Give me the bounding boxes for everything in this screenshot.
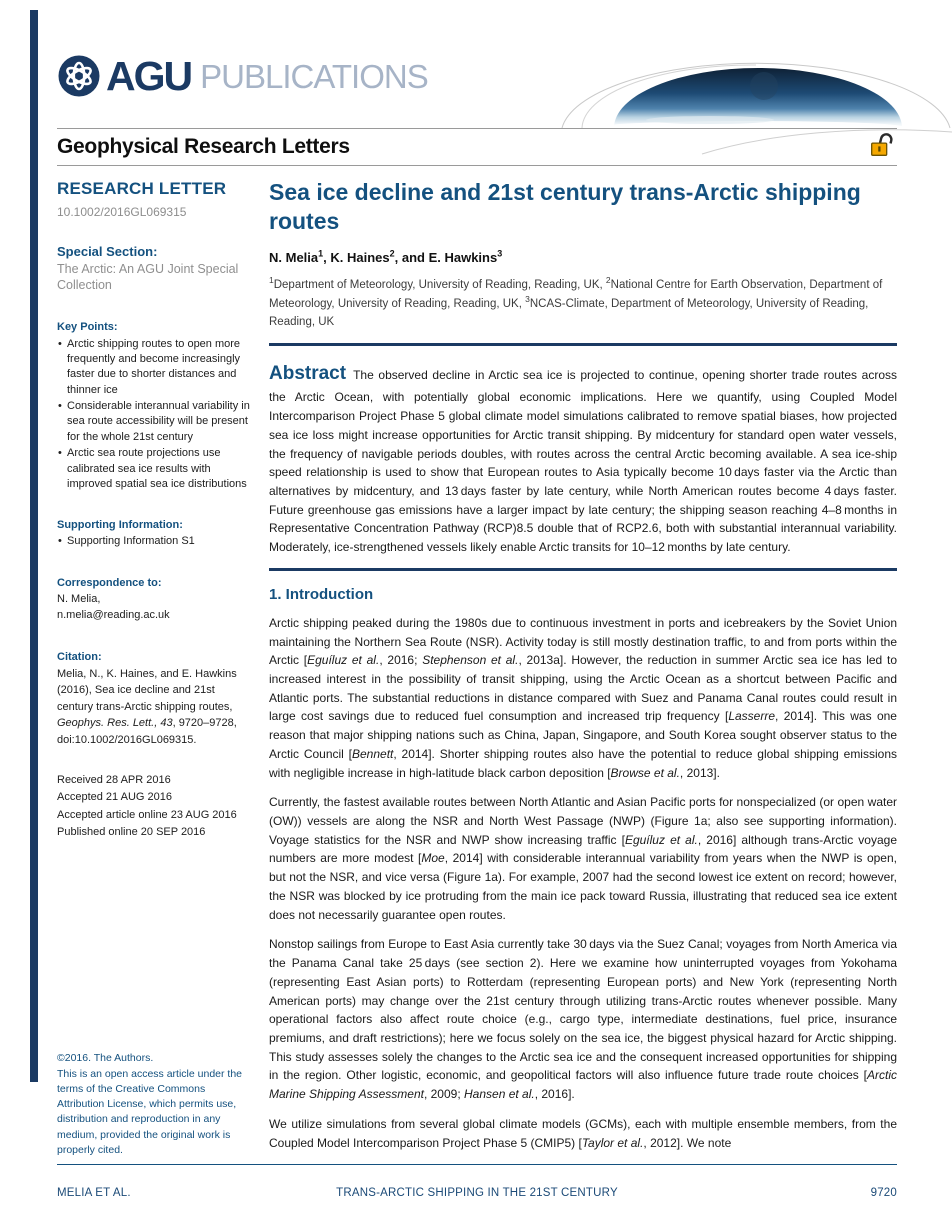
supporting-info-heading: Supporting Information: bbox=[57, 519, 183, 532]
doi: 10.1002/2016GL069315 bbox=[57, 205, 187, 219]
divider-rule-top bbox=[269, 343, 897, 346]
copyright-line: This is an open access article under the terms of the Creative Commons Attribution License, which permits use, distribution and reproduction in any medium, provided the original work is properly cited. bbox=[57, 1067, 243, 1156]
history-line: Received 28 APR 2016 bbox=[57, 774, 171, 787]
logo-agu-text: AGU bbox=[106, 52, 192, 99]
key-point: • Arctic shipping routes to open more frequently and become increasingly faster due to shorter distances and thinner ice bbox=[57, 337, 253, 399]
citation-text: Melia, N., K. Haines, and E. Hawkins (2016), Sea ice decline and 21st century trans-Arctic shipping routes, Geophys. Res. Lett., 43, 9720–9728, doi:10.1002/2016GL069315. bbox=[57, 667, 237, 746]
article-main bbox=[269, 176, 897, 1158]
copyright-notice bbox=[57, 1051, 253, 1158]
page-footer bbox=[57, 1164, 897, 1199]
publisher-logo bbox=[57, 52, 897, 100]
introduction-body bbox=[269, 614, 897, 1152]
abstract-paragraph bbox=[269, 359, 897, 557]
special-section-name[interactable]: The Arctic: An AGU Joint Special Collection bbox=[57, 262, 239, 293]
correspondence-lines[interactable] bbox=[57, 591, 253, 624]
authors-line: N. Melia$^1$, K. Haines$^2$, and E. Hawkins$^3$ bbox=[269, 248, 503, 265]
logo-publications-text: PUBLICATIONS bbox=[200, 57, 428, 95]
open-access-lock-icon bbox=[867, 130, 897, 160]
footer-running-head-authors: MELIA ET AL. bbox=[57, 1187, 131, 1199]
divider-rule-intro bbox=[269, 568, 897, 571]
footer-page-number: 9720 bbox=[870, 1187, 897, 1199]
key-points-heading: Key Points: bbox=[57, 320, 118, 333]
footer-running-head-title: TRANS-ARCTIC SHIPPING IN THE 21ST CENTURY bbox=[336, 1187, 618, 1199]
body-paragraph: Arctic shipping peaked during the 1980s due to continuous investment in ports and icebreakers by the Soviet Union maintaining the Northern Sea Route (NSR). Activity today is still mostly destination traffic, to and from ports within the Arctic [Eguíluz et al., 2016; Stephenson et al., 2013a]. However, the reduction in summer Arctic sea ice has led to increased interest in the possibility of transit shipping, using the Arctic Ocean as a shortcut between Pacific and Atlantic ports. The substantial reductions in distance compared with Suez and Panama Canal routes could result in large cost savings due to reduced fuel consumption and increased trip frequency [Lasserre, 2014]. This was one reason that major shipping nations such as China, Japan, Singapore, and South Korea sought observer status to the Arctic Council [Bennett, 2014]. Shorter shipping routes also have the potential to reduce global shipping emissions with negligible increase in high-latitude black carbon deposition [Browse et al., 2013]. bbox=[269, 615, 897, 780]
article-columns bbox=[57, 176, 897, 1158]
publication-history bbox=[57, 772, 253, 840]
body-paragraph: We utilize simulations from several global climate models (GCMs), each with multiple ensemble members, from the Coupled Model Intercomparison Project Phase 5 (CMIP5) [Taylor et al., 2012]. We note bbox=[269, 1116, 897, 1150]
abstract-text: The observed decline in Arctic sea ice is projected to continue, opening shorter trade routes across the Arctic Ocean, with potentially global economic implications. Here we quantify, using Coupled Model Intercomparison Project Phase 5 global climate model simulations calibrated to remove spatial biases, how projected sea ice loss might increase opportunities for Arctic transit shipping. By midcentury for standard open water vessels, the frequency of navigable periods doubles, with routes across the central Arctic becoming available. A sea ice-ship speed relationship is used to show that European routes to Asia typically become 10 days faster via the Arctic than alternatives by midcentury, and 13 days faster by late century, while North American routes become 4 days faster. Future greenhouse gas emissions have a larger impact by late century; the shipping season reaching 4–8 months in Representative Concentration Pathway (RCP)8.5 double that of RCP2.6, both with substantial interannual variability. Moderately, ice-strengthened vessels likely enable Arctic transits for 10–12 months by late century. bbox=[269, 367, 897, 555]
section-1-heading: 1. Introduction bbox=[269, 585, 374, 603]
correspondence-heading: Correspondence to: bbox=[57, 576, 162, 589]
article-type-label: RESEARCH LETTER bbox=[57, 179, 227, 198]
sidebar bbox=[57, 176, 253, 1158]
affiliations: $^1$Department of Meteorology, University of Reading, Reading, UK, $^2$National Centre for Earth Observation, Department of Meteorology, University of Reading, Reading, UK, $^3$NCAS-Climate, Department of Meteorology, University of Reading, Reading, UK bbox=[269, 275, 883, 329]
body-paragraph: Nonstop sailings from Europe to East Asia currently take 30 days via the Suez Canal; voyages from North America via the Panama Canal take 25 days (see section 2). Here we examine how uninterrupted voyages from Yokohama (representing East Asian ports) to Rotterdam (representing European ports) and New York (representing North American ports) may change over the 21st century through utilizing trans-Arctic routes whenever possible. Many operational factors also affect route choice (e.g., cargo type, intermediate destinations, fuel price, insurance premiums, and draft restrictions); here we focus solely on the sea ice, the biggest physical hazard for Arctic shipping. This study assesses solely the changes to the Arctic sea ice and the consequent increased opportunities for shipping in the region. Other logistic, economic, and geopolitical factors will also influence future trade route choices [Arctic Marine Shipping Assessment, 2009; Hansen et al., 2016]. bbox=[269, 937, 897, 1102]
abstract-heading: Abstract bbox=[269, 362, 347, 384]
correspondence-line[interactable]: n.melia@reading.ac.uk bbox=[57, 609, 170, 622]
article-title: Sea ice decline and 21st century trans-Arctic shipping routes bbox=[269, 179, 861, 235]
history-line: Published online 20 SEP 2016 bbox=[57, 825, 206, 838]
correspondence-line[interactable]: N. Melia, bbox=[57, 592, 101, 605]
agu-emblem-icon bbox=[57, 54, 101, 98]
journal-name: Geophysical Research Letters bbox=[57, 135, 350, 158]
citation-heading: Citation: bbox=[57, 650, 102, 663]
key-point: • Arctic sea route projections use calibrated sea ice results with improved spatial sea ice distributions bbox=[57, 446, 253, 492]
supporting-info-link[interactable]: • Supporting Information S1 bbox=[57, 533, 253, 550]
journal-band bbox=[57, 128, 897, 166]
history-line: Accepted 21 AUG 2016 bbox=[57, 791, 172, 804]
copyright-line: ©2016. The Authors. bbox=[57, 1052, 154, 1065]
special-section-heading: Special Section: bbox=[57, 244, 158, 259]
key-point: • Considerable interannual variability in sea route accessibility will be present for the whole 21st century bbox=[57, 399, 253, 445]
body-paragraph: Currently, the fastest available routes between North Atlantic and Asian Pacific ports for nonspecialized (or open water (OW)) vessels are along the NSR and North West Passage (NWP) (Figure 1a; also see supporting information). Voyage statistics for the NSR and NWP show increasing traffic [Eguíluz et al., 2016] although trans-Arctic voyage numbers are more modest [Moe, 2014] with considerable interannual variability from years when the NWP is open, but not the NSR, and vice versa (Figure 1a). For example, 2007 had the second lowest ice extent on record; however, the NSR was blocked by ice protruding from the main ice pack toward Russia, illustrating that reduced sea ice extent does not necessarily guarantee open routes. bbox=[269, 795, 897, 922]
history-line: Accepted article online 23 AUG 2016 bbox=[57, 808, 237, 821]
key-points-list bbox=[57, 336, 253, 493]
page-content bbox=[57, 0, 897, 1158]
left-margin-bar bbox=[30, 10, 38, 1082]
